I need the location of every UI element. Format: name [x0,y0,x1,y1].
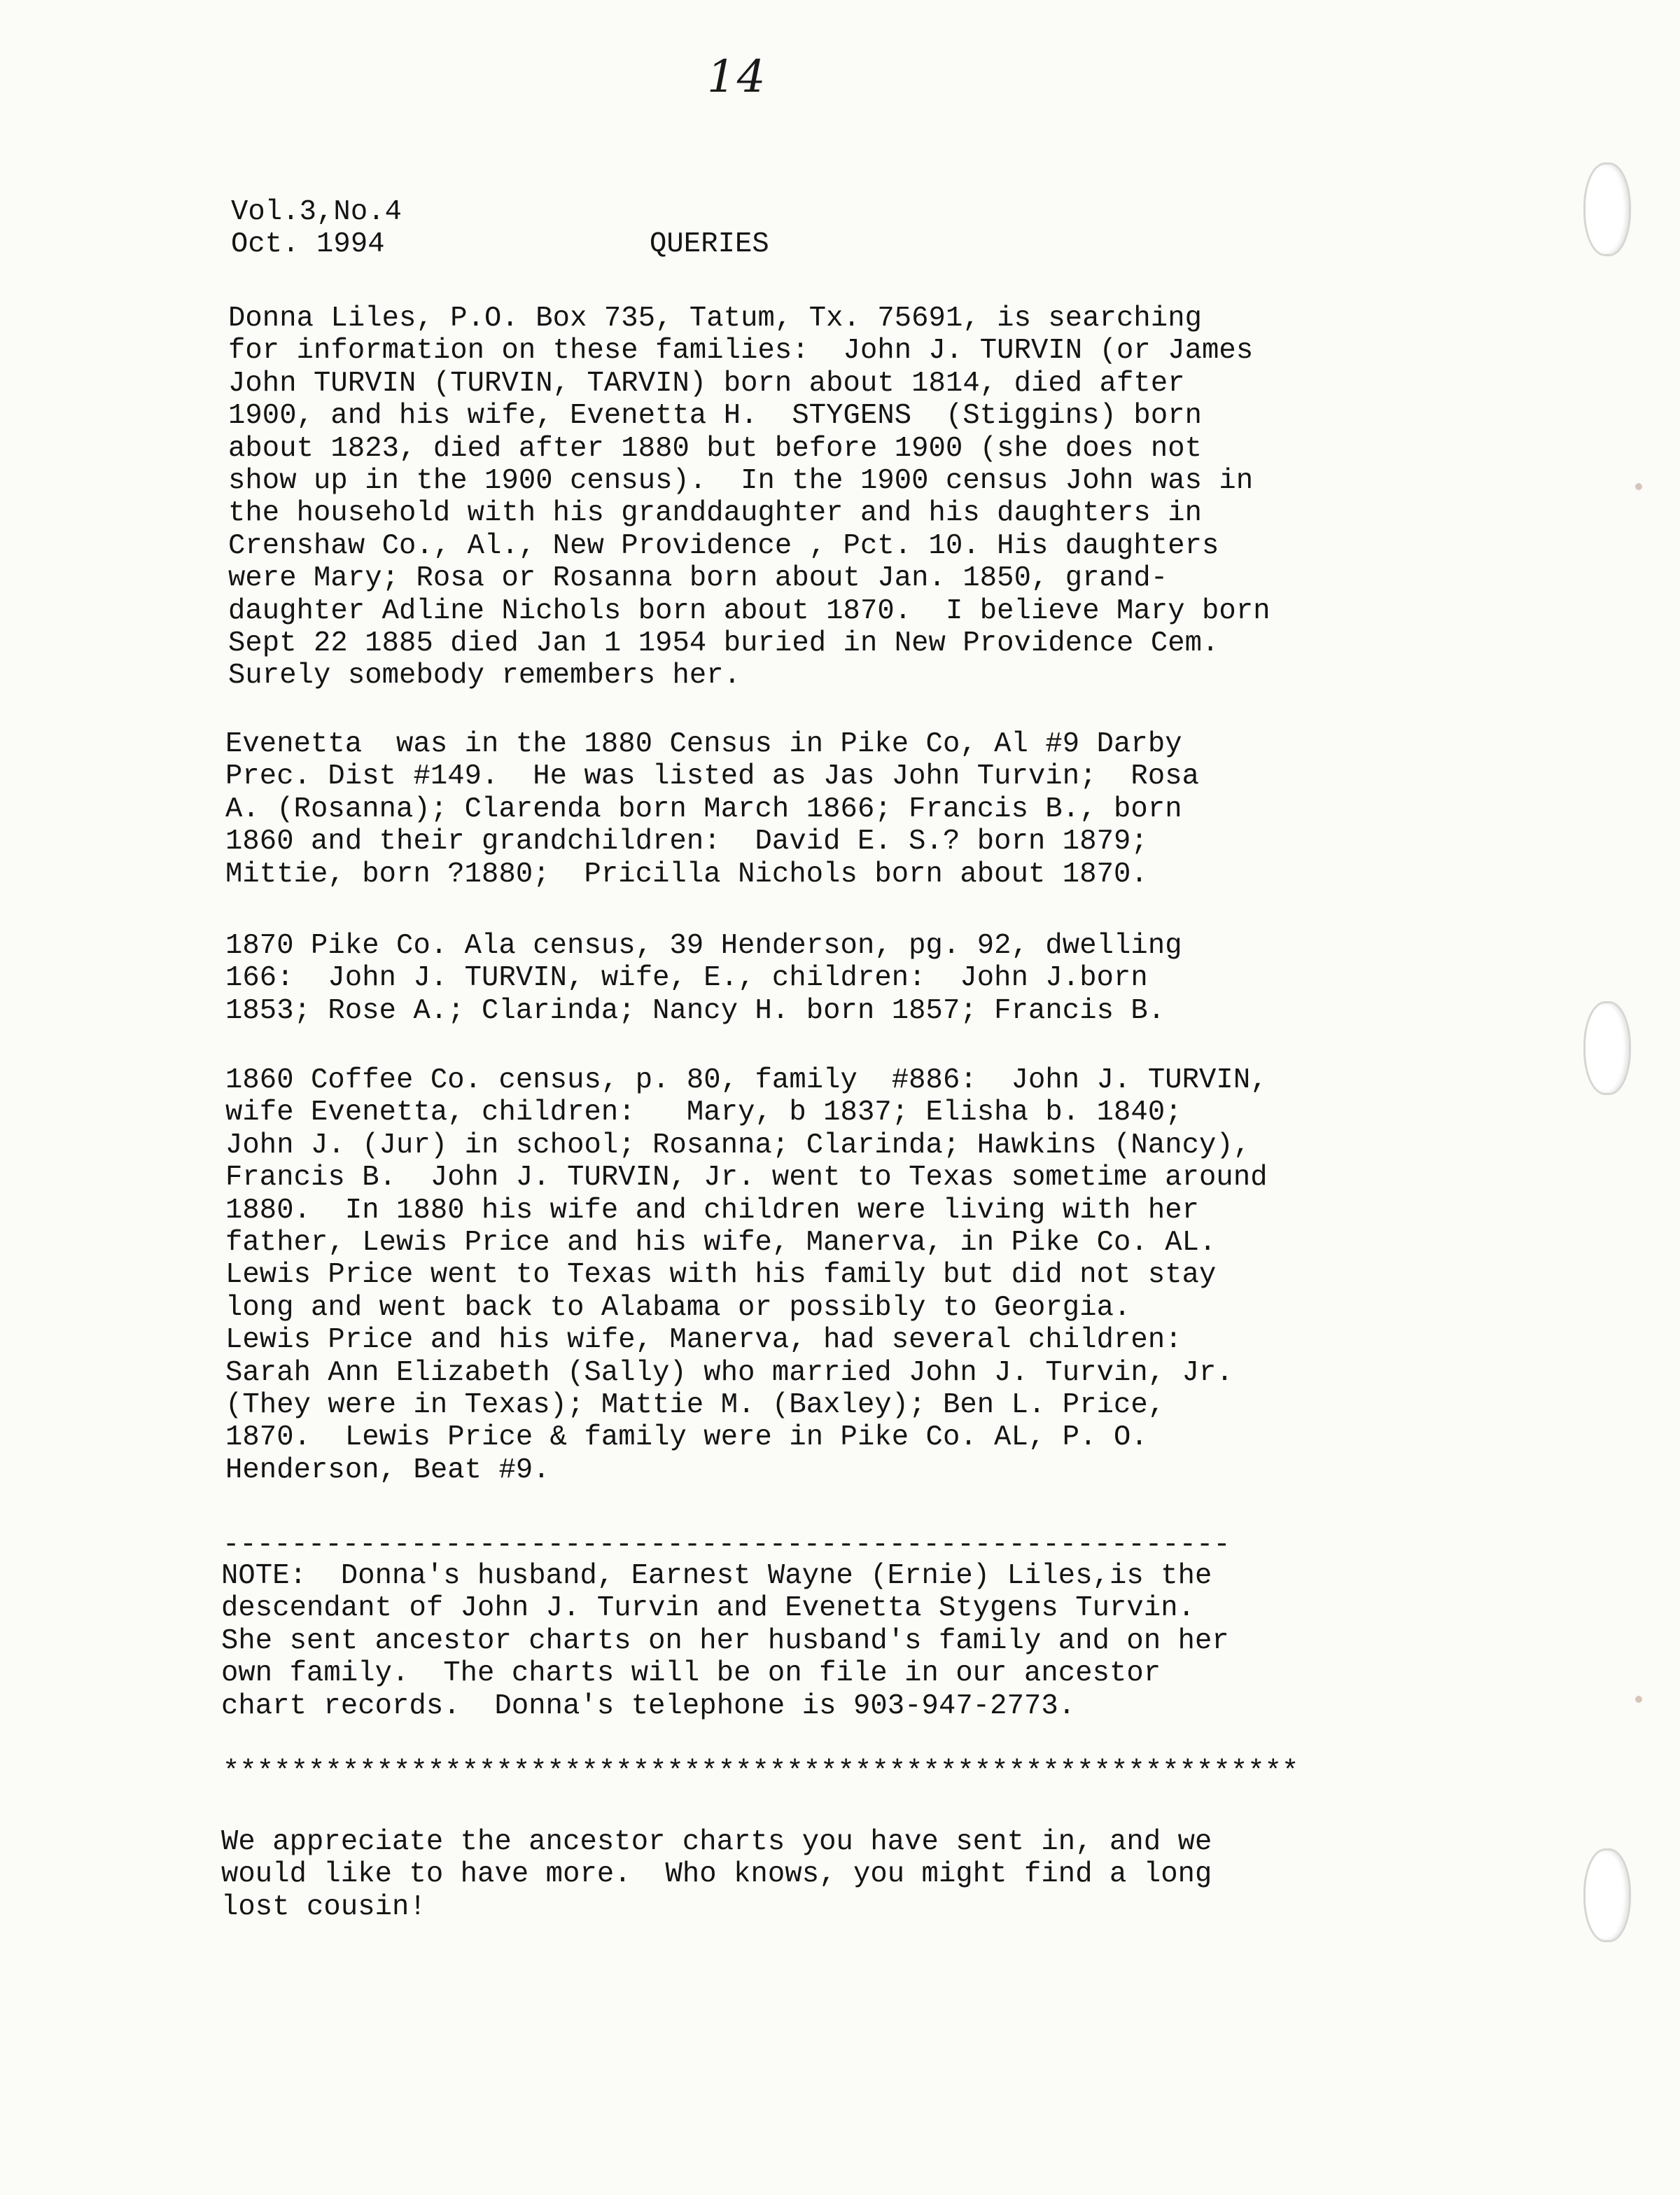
section-title: QUERIES [650,228,769,260]
query-paragraph-liles-line: for information on these families: John J. TURVIN (or James [228,335,1254,368]
census-1860-paragraph-line: wife Evenetta, children: Mary, b 1837; Elisha b. 1840; [225,1096,1182,1129]
star-divider: *************************************************************** [223,1756,1299,1788]
census-1860-paragraph-line: 1870. Lewis Price & family were in Pike Co. AL, P. O. [225,1421,1148,1454]
census-1860-paragraph-line: Lewis Price went to Texas with his family but did not stay [225,1259,1217,1292]
census-1860-paragraph-line: Lewis Price and his wife, Manerva, had several children: [225,1324,1182,1357]
note-line: chart records. Donna's telephone is 903-947-2773. [221,1689,1076,1722]
query-paragraph-liles-line: Sept 22 1885 died Jan 1 1954 buried in New Providence Cem. [228,627,1219,660]
note-line: She sent ancestor charts on her husband's family and on her [221,1624,1229,1657]
volume-number: Vol.3,No.4 [231,196,402,228]
punch-hole-top [1583,162,1631,256]
note-line: own family. The charts will be on file in our ancestor [221,1657,1161,1690]
census-1870-paragraph-line: 1870 Pike Co. Ala census, 39 Henderson, pg. 92, dwelling [225,930,1182,962]
census-1860-paragraph-line: father, Lewis Price and his wife, Manerva, in Pike Co. AL. [225,1227,1217,1259]
census-1860-paragraph-line: long and went back to Alabama or possibly to Georgia. [225,1291,1131,1324]
query-paragraph-liles-line: 1900, and his wife, Evenetta H. STYGENS (Stiggins) born [228,400,1203,433]
query-paragraph-liles-line: the household with his granddaughter and his daughters in [228,497,1203,530]
punch-hole-bottom [1583,1848,1631,1942]
census-1860-paragraph-line: Henderson, Beat #9. [225,1454,550,1486]
census-1880-paragraph-line: A. (Rosanna); Clarenda born March 1866; Francis B., born [225,793,1182,825]
query-paragraph-liles-line: were Mary; Rosa or Rosanna born about Jan. 1850, grand- [228,562,1168,595]
census-1860-paragraph-line: John J. (Jur) in school; Rosanna; Clarinda; Hawkins (Nancy), [225,1129,1251,1162]
closing-line: lost cousin! [221,1890,426,1923]
edge-mark [1635,1696,1642,1703]
census-1860-paragraph-line: (They were in Texas); Mattie M. (Baxley); Ben L. Price, [225,1389,1166,1421]
dashed-divider: ----------------------------------------------------------- [223,1529,1231,1561]
note-line: NOTE: Donna's husband, Earnest Wayne (Ernie) Liles,is the [221,1560,1212,1592]
census-1860-paragraph-line: 1880. In 1880 his wife and children were living with her [225,1194,1200,1227]
edge-mark [1635,483,1642,490]
census-1860-paragraph-line: 1860 Coffee Co. census, p. 80, family #886: John J. TURVIN, [225,1064,1268,1096]
census-1880-paragraph-line: Prec. Dist #149. He was listed as Jas John Turvin; Rosa [225,760,1200,793]
query-paragraph-liles-line: show up in the 1900 census). In the 1900 census John was in [228,465,1254,497]
closing-line: We appreciate the ancestor charts you have sent in, and we [221,1826,1212,1858]
query-paragraph-liles-line: daughter Adline Nichols born about 1870. I believe Mary born [228,594,1270,627]
query-paragraph-liles-line: John TURVIN (TURVIN, TARVIN) born about 1814, died after [228,367,1185,400]
census-1880-paragraph-line: Evenetta was in the 1880 Census in Pike Co, Al #9 Darby [225,728,1182,760]
issue-date: Oct. 1994 [231,228,385,260]
census-1880-paragraph-line: 1860 and their grandchildren: David E. S.? born 1879; [225,825,1148,858]
census-1860-paragraph-line: Francis B. John J. TURVIN, Jr. went to Texas sometime around [225,1162,1268,1194]
census-1860-paragraph-line: Sarah Ann Elizabeth (Sally) who married John J. Turvin, Jr. [225,1356,1233,1389]
punch-hole-middle [1583,1001,1631,1095]
census-1870-paragraph-line: 1853; Rose A.; Clarinda; Nancy H. born 1857; Francis B. [225,994,1166,1027]
page-number: 14 [707,51,767,103]
query-paragraph-liles-line: Surely somebody remembers her. [228,660,741,692]
closing-line: would like to have more. Who knows, you might find a long [221,1858,1212,1891]
query-paragraph-liles-line: Crenshaw Co., Al., New Providence , Pct. 10. His daughters [228,529,1219,562]
query-paragraph-liles-line: Donna Liles, P.O. Box 735, Tatum, Tx. 75691, is searching [228,302,1203,335]
census-1880-paragraph-line: Mittie, born ?1880; Pricilla Nichols born about 1870. [225,858,1148,891]
census-1870-paragraph-line: 166: John J. TURVIN, wife, E., children: John J.born [225,962,1148,995]
query-paragraph-liles-line: about 1823, died after 1880 but before 1900 (she does not [228,432,1203,465]
note-line: descendant of John J. Turvin and Evenetta Stygens Turvin. [221,1592,1196,1625]
